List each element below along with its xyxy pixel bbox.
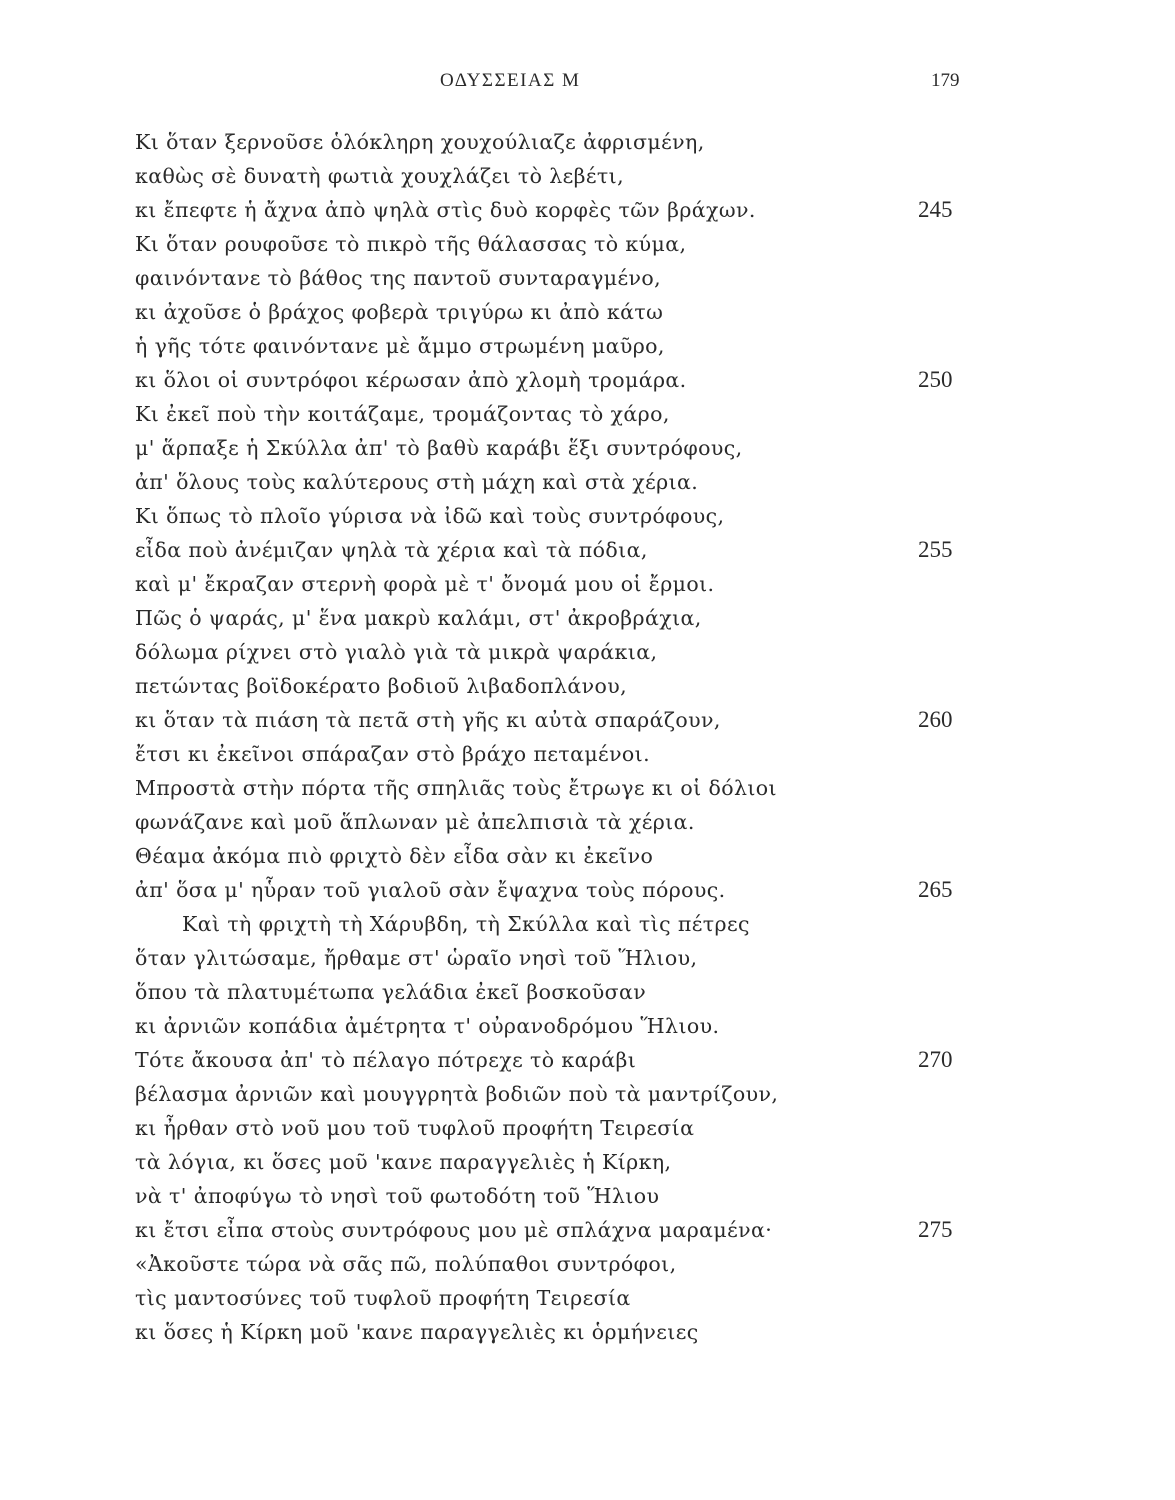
verse-line bbox=[0, 669, 1175, 703]
verse-line bbox=[0, 601, 1175, 635]
verse-line bbox=[0, 1077, 1175, 1111]
verse-text: Καὶ τὴ φριχτὴ τὴ Χάρυβδη, τὴ Σκύλλα καὶ τὶς πέτρες bbox=[182, 912, 750, 936]
running-head bbox=[0, 70, 1175, 100]
verse-line bbox=[0, 193, 1175, 227]
page-number: 179 bbox=[931, 70, 960, 91]
verse-text: κι ἔπεφτε ἡ ἄχνα ἀπὸ ψηλὰ στὶς δυὸ κορφὲς τῶν βράχων. bbox=[135, 198, 756, 222]
verse-line bbox=[0, 907, 1175, 941]
verse-text: Κι ὅταν ξερνοῦσε ὁλόκληρη χουχούλιαζε ἀφρισμένη, bbox=[135, 130, 705, 154]
verse-line bbox=[0, 1111, 1175, 1145]
verse-text: καὶ μ' ἔκραζαν στερνὴ φορὰ μὲ τ' ὄνομά μου οἱ ἔρμοι. bbox=[135, 572, 715, 596]
verse-text: ὅπου τὰ πλατυμέτωπα γελάδια ἐκεῖ βοσκοῦσαν bbox=[135, 980, 647, 1004]
verse-text: κι ἔτσι εἶπα στοὺς συντρόφους μου μὲ σπλάχνα μαραμένα· bbox=[135, 1218, 773, 1242]
verse-text: «Ἀκοῦστε τώρα νὰ σᾶς πῶ, πολύπαθοι συντρόφοι, bbox=[135, 1252, 677, 1276]
verse-line bbox=[0, 1009, 1175, 1043]
verse-line bbox=[0, 533, 1175, 567]
verse-line bbox=[0, 805, 1175, 839]
verse-text: τὶς μαντοσύνες τοῦ τυφλοῦ προφήτη Τειρεσία bbox=[135, 1286, 631, 1310]
verse-line bbox=[0, 159, 1175, 193]
verse-text: δόλωμα ρίχνει στὸ γιαλὸ γιὰ τὰ μικρὰ ψαράκια, bbox=[135, 640, 658, 664]
verse-text: Μπροστὰ στὴν πόρτα τῆς σπηλιᾶς τοὺς ἔτρωγε κι οἱ δόλιοι bbox=[135, 776, 777, 800]
verse-text: μ' ἅρπαξε ἡ Σκύλλα ἀπ' τὸ βαθὺ καράβι ἕξι συντρόφους, bbox=[135, 436, 743, 460]
verse-line bbox=[0, 431, 1175, 465]
line-number: 265 bbox=[918, 877, 953, 902]
verse-line bbox=[0, 125, 1175, 159]
verse-text: κι ἀρνιῶν κοπάδια ἀμέτρητα τ' οὐρανοδρόμου Ἥλιου. bbox=[135, 1014, 720, 1038]
verse-line bbox=[0, 227, 1175, 261]
verse-line bbox=[0, 1315, 1175, 1349]
verse-line bbox=[0, 703, 1175, 737]
line-number: 255 bbox=[918, 537, 953, 562]
verse-line bbox=[0, 737, 1175, 771]
verse-line bbox=[0, 261, 1175, 295]
verse-text: ὅταν γλιτώσαμε, ἤρθαμε στ' ὡραῖο νησὶ τοῦ Ἥλιου, bbox=[135, 946, 698, 970]
verse-line bbox=[0, 499, 1175, 533]
verse-line bbox=[0, 1179, 1175, 1213]
verse-line bbox=[0, 465, 1175, 499]
verse-line bbox=[0, 975, 1175, 1009]
line-number: 260 bbox=[918, 707, 953, 732]
verse-text: πετώντας βοϊδοκέρατο βοδιοῦ λιβαδοπλάνου, bbox=[135, 674, 628, 698]
verse-line bbox=[0, 295, 1175, 329]
verse-line bbox=[0, 839, 1175, 873]
verse-text: Θέαμα ἀκόμα πιὸ φριχτὸ δὲν εἶδα σὰν κι ἐκεῖνο bbox=[135, 844, 654, 868]
verse-list bbox=[0, 125, 1175, 1349]
verse-text: εἶδα ποὺ ἀνέμιζαν ψηλὰ τὰ χέρια καὶ τὰ πόδια, bbox=[135, 538, 648, 562]
verse-text: φωνάζανε καὶ μοῦ ἅπλωναν μὲ ἀπελπισιὰ τὰ χέρια. bbox=[135, 810, 695, 834]
line-number: 270 bbox=[918, 1047, 953, 1072]
verse-line bbox=[0, 329, 1175, 363]
verse-text: βέλασμα ἀρνιῶν καὶ μουγγρητὰ βοδιῶν ποὺ τὰ μαντρίζουν, bbox=[135, 1082, 779, 1106]
verse-line bbox=[0, 1247, 1175, 1281]
verse-text: Κι ὅταν ρουφοῦσε τὸ πικρὸ τῆς θάλασσας τὸ κύμα, bbox=[135, 232, 687, 256]
verse-text: ἡ γῆς τότε φαινόντανε μὲ ἄμμο στρωμένη μαῦρο, bbox=[135, 334, 665, 358]
verse-text: κι ἦρθαν στὸ νοῦ μου τοῦ τυφλοῦ προφήτη Τειρεσία bbox=[135, 1116, 695, 1140]
line-number: 245 bbox=[918, 197, 953, 222]
verse-line bbox=[0, 1281, 1175, 1315]
verse-line bbox=[0, 397, 1175, 431]
verse-line bbox=[0, 363, 1175, 397]
verse-text: καθὼς σὲ δυνατὴ φωτιὰ χουχλάζει τὸ λεβέτι, bbox=[135, 164, 625, 188]
verse-line bbox=[0, 771, 1175, 805]
running-title: ΟΔΥΣΣΕΙΑΣ Μ bbox=[440, 70, 581, 91]
verse-line bbox=[0, 567, 1175, 601]
verse-text: κι ἀχοῦσε ὁ βράχος φοβερὰ τριγύρω κι ἀπὸ κάτω bbox=[135, 300, 664, 324]
verse-text: Πῶς ὁ ψαράς, μ' ἕνα μακρὺ καλάμι, στ' ἀκροβράχια, bbox=[135, 606, 702, 630]
line-number: 250 bbox=[918, 367, 953, 392]
verse-text: φαινόντανε τὸ βάθος της παντοῦ συνταραγμένο, bbox=[135, 266, 662, 290]
verse-text: ἀπ' ὅσα μ' ηὗραν τοῦ γιαλοῦ σὰν ἔψαχνα τοὺς πόρους. bbox=[135, 878, 726, 902]
verse-text: κι ὅλοι οἱ συντρόφοι κέρωσαν ἀπὸ χλομὴ τρομάρα. bbox=[135, 368, 687, 392]
verse-line bbox=[0, 1213, 1175, 1247]
verse-line bbox=[0, 1043, 1175, 1077]
verse-text: τὰ λόγια, κι ὅσες μοῦ 'κανε παραγγελιὲς ἡ Κίρκη, bbox=[135, 1150, 672, 1174]
line-number: 275 bbox=[918, 1217, 953, 1242]
verse-line bbox=[0, 873, 1175, 907]
verse-text: κι ὅταν τὰ πιάση τὰ πετᾶ στὴ γῆς κι αὐτὰ σπαράζουν, bbox=[135, 708, 721, 732]
verse-text: νὰ τ' ἀποφύγω τὸ νησὶ τοῦ φωτοδότη τοῦ Ἥλιου bbox=[135, 1184, 660, 1208]
verse-text: ἔτσι κι ἐκεῖνοι σπάραζαν στὸ βράχο πεταμένοι. bbox=[135, 742, 651, 766]
verse-line bbox=[0, 635, 1175, 669]
verse-text: Κι ὅπως τὸ πλοῖο γύρισα νὰ ἰδῶ καὶ τοὺς συντρόφους, bbox=[135, 504, 725, 528]
verse-text: Κι ἐκεῖ ποὺ τὴν κοιτάζαμε, τρομάζοντας τὸ χάρο, bbox=[135, 402, 670, 426]
verse-line bbox=[0, 941, 1175, 975]
verse-text: ἀπ' ὅλους τοὺς καλύτερους στὴ μάχη καὶ στὰ χέρια. bbox=[135, 470, 699, 494]
verse-text: Τότε ἄκουσα ἀπ' τὸ πέλαγο πότρεχε τὸ καράβι bbox=[135, 1048, 637, 1072]
verse-text: κι ὅσες ἡ Κίρκη μοῦ 'κανε παραγγελιὲς κι ὁρμήνειες bbox=[135, 1320, 699, 1344]
verse-line bbox=[0, 1145, 1175, 1179]
